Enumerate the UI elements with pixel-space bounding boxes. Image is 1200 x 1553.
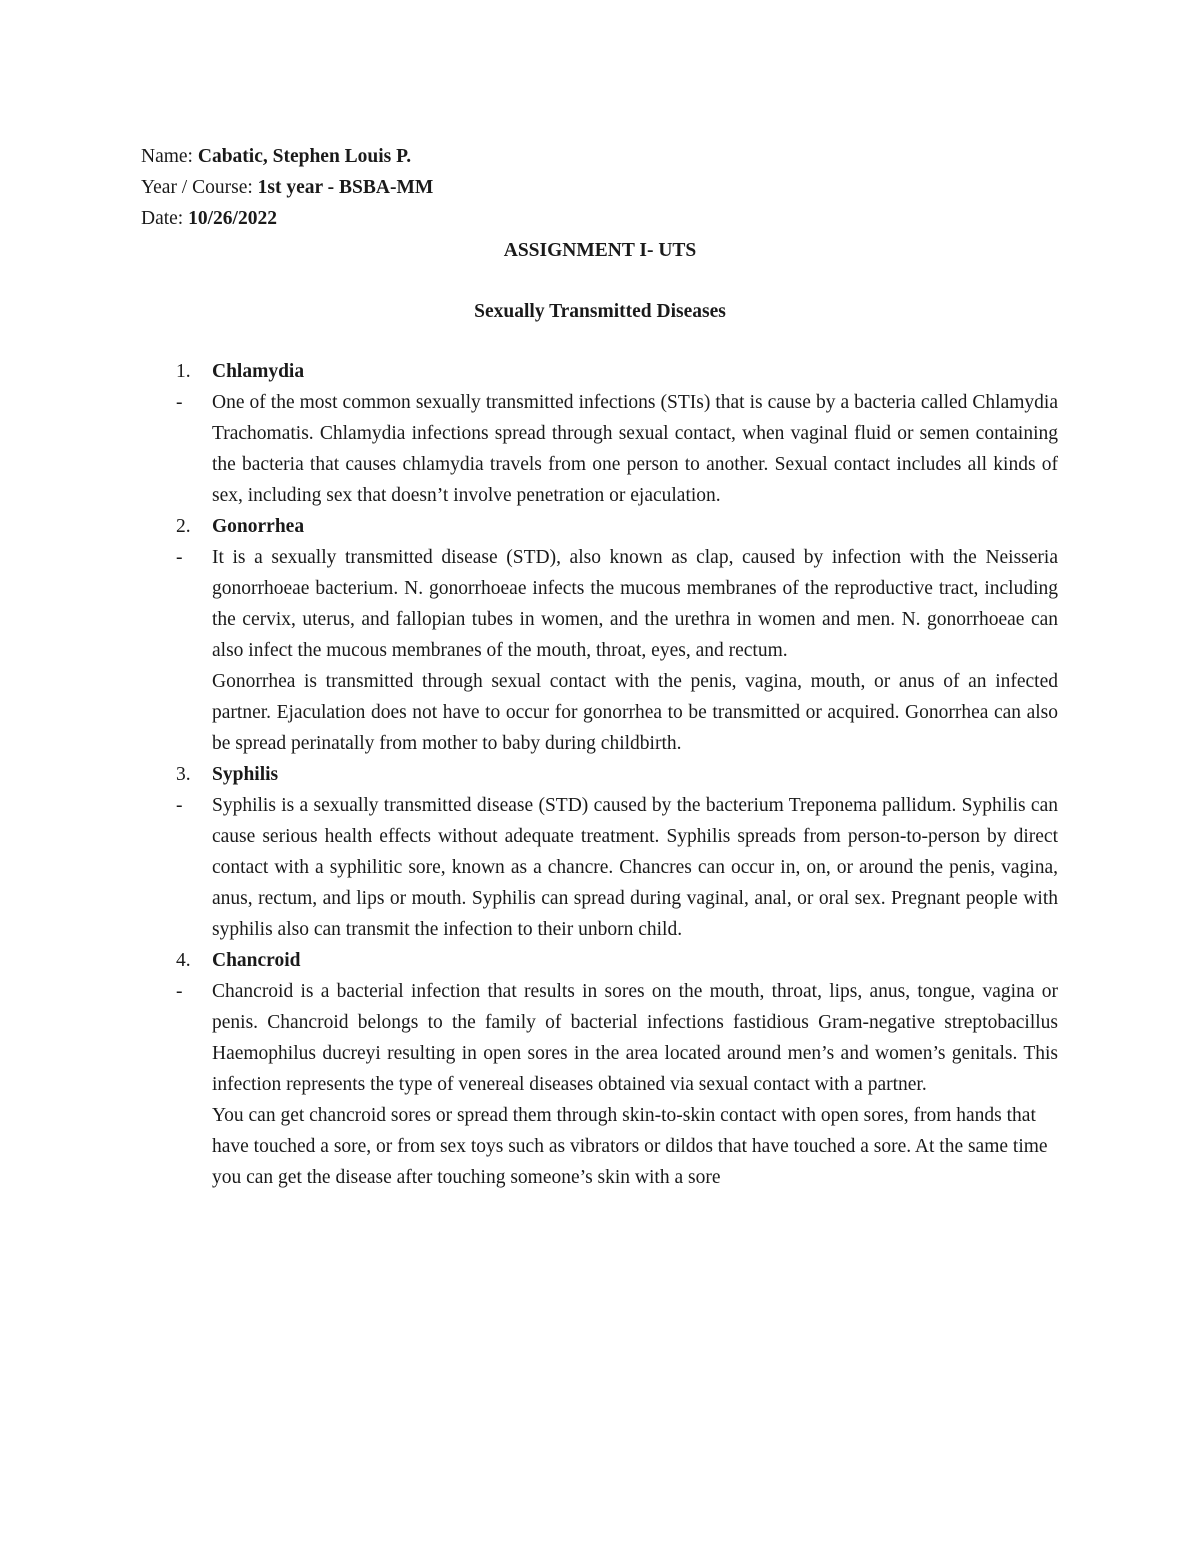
name-value: Cabatic, Stephen Louis P. [197,146,412,167]
dash-bullet: - [176,547,183,568]
document-subtitle: Sexually Transmitted Diseases [474,301,726,322]
item-title: Chlamydia [212,361,305,382]
date-line [141,203,1041,234]
paragraph: It is a sexually transmitted disease (STD), also known as clap, caused by infection with the Neisseria gonorrhoeae bacterium. N. gonorrhoeae infects the mucous membranes of the reproductive tract, including the cervix, uterus, and fallopian tubes in women, and the urethra in women and men. N. gonorrhoeae can also infect the mucous membranes of the mouth, throat, eyes, and rectum. [212,547,1058,661]
list-item-heading [0,759,1200,790]
item-title: Chancroid [212,950,301,971]
paragraph: Syphilis is a sexually transmitted disease (STD) caused by the bacterium Treponema pallidum. Syphilis can cause serious health effects without adequate treatment. Syphilis spreads from person-to-person by direct contact with a syphilitic sore, known as a chancre. Chancres can occur in, on, or around the penis, vagina, anus, rectum, and lips or mouth. Syphilis can spread during vaginal, anal, or oral sex. Pregnant people with syphilis also can transmit the infection to their unborn child. [212,795,1058,940]
item-title: Syphilis [212,764,279,785]
course-label: Year / Course: [141,177,258,198]
list-item-heading [0,511,1200,542]
list-item-body [0,976,1200,1193]
dash-bullet: - [176,795,183,816]
assignment-title: ASSIGNMENT I- UTS [503,240,697,261]
item-number: 3. [176,764,191,785]
paragraph: One of the most common sexually transmitted infections (STIs) that is cause by a bacteria called Chlamydia Trachomatis. Chlamydia infections spread through sexual contact, when vaginal fluid or semen containing the bacteria that causes chlamydia travels from one person to another. Sexual contact includes all kinds of sex, including sex that doesn’t involve penetration or ejaculation. [212,392,1058,506]
item-number: 2. [176,516,191,537]
list-item-body [0,387,1200,511]
item-number: 4. [176,950,191,971]
list-item-body [0,790,1200,945]
name-line [141,141,1041,172]
paragraph: Chancroid is a bacterial infection that results in sores on the mouth, throat, lips, anus, tongue, vagina or penis. Chancroid belongs to the family of bacterial infections fastidious Gram-negative streptobacillus Haemophilus ducreyi resulting in open sores in the area located around men’s and women’s genitals. This infection represents the type of venereal diseases obtained via sexual contact with a partner. [212,981,1058,1095]
list-item-heading [0,356,1200,387]
name-label: Name: [141,146,198,167]
dash-bullet: - [176,392,183,413]
student-info [141,141,1041,234]
list-item-body [0,542,1200,759]
date-label: Date: [141,208,189,229]
dash-bullet: - [176,981,183,1002]
disease-list [0,356,1200,1193]
list-item-heading [0,945,1200,976]
paragraph: You can get chancroid sores or spread them through skin-to-skin contact with open sores, from hands that have touched a sore, or from sex toys such as vibrators or dildos that have touched a sore. At the same time you can get the disease after touching someone’s skin with a sore [212,1105,1048,1188]
date-value: 10/26/2022 [188,208,277,229]
paragraph: Gonorrhea is transmitted through sexual contact with the penis, vagina, mouth, or anus of an infected partner. Ejaculation does not have to occur for gonorrhea to be transmitted or acquired. Gonorrhea can also be spread perinatally from mother to baby during childbirth. [212,671,1058,754]
course-line [141,172,1041,203]
item-number: 1. [176,361,191,382]
course-value: 1st year - BSBA-MM [257,177,434,198]
item-title: Gonorrhea [212,516,305,537]
